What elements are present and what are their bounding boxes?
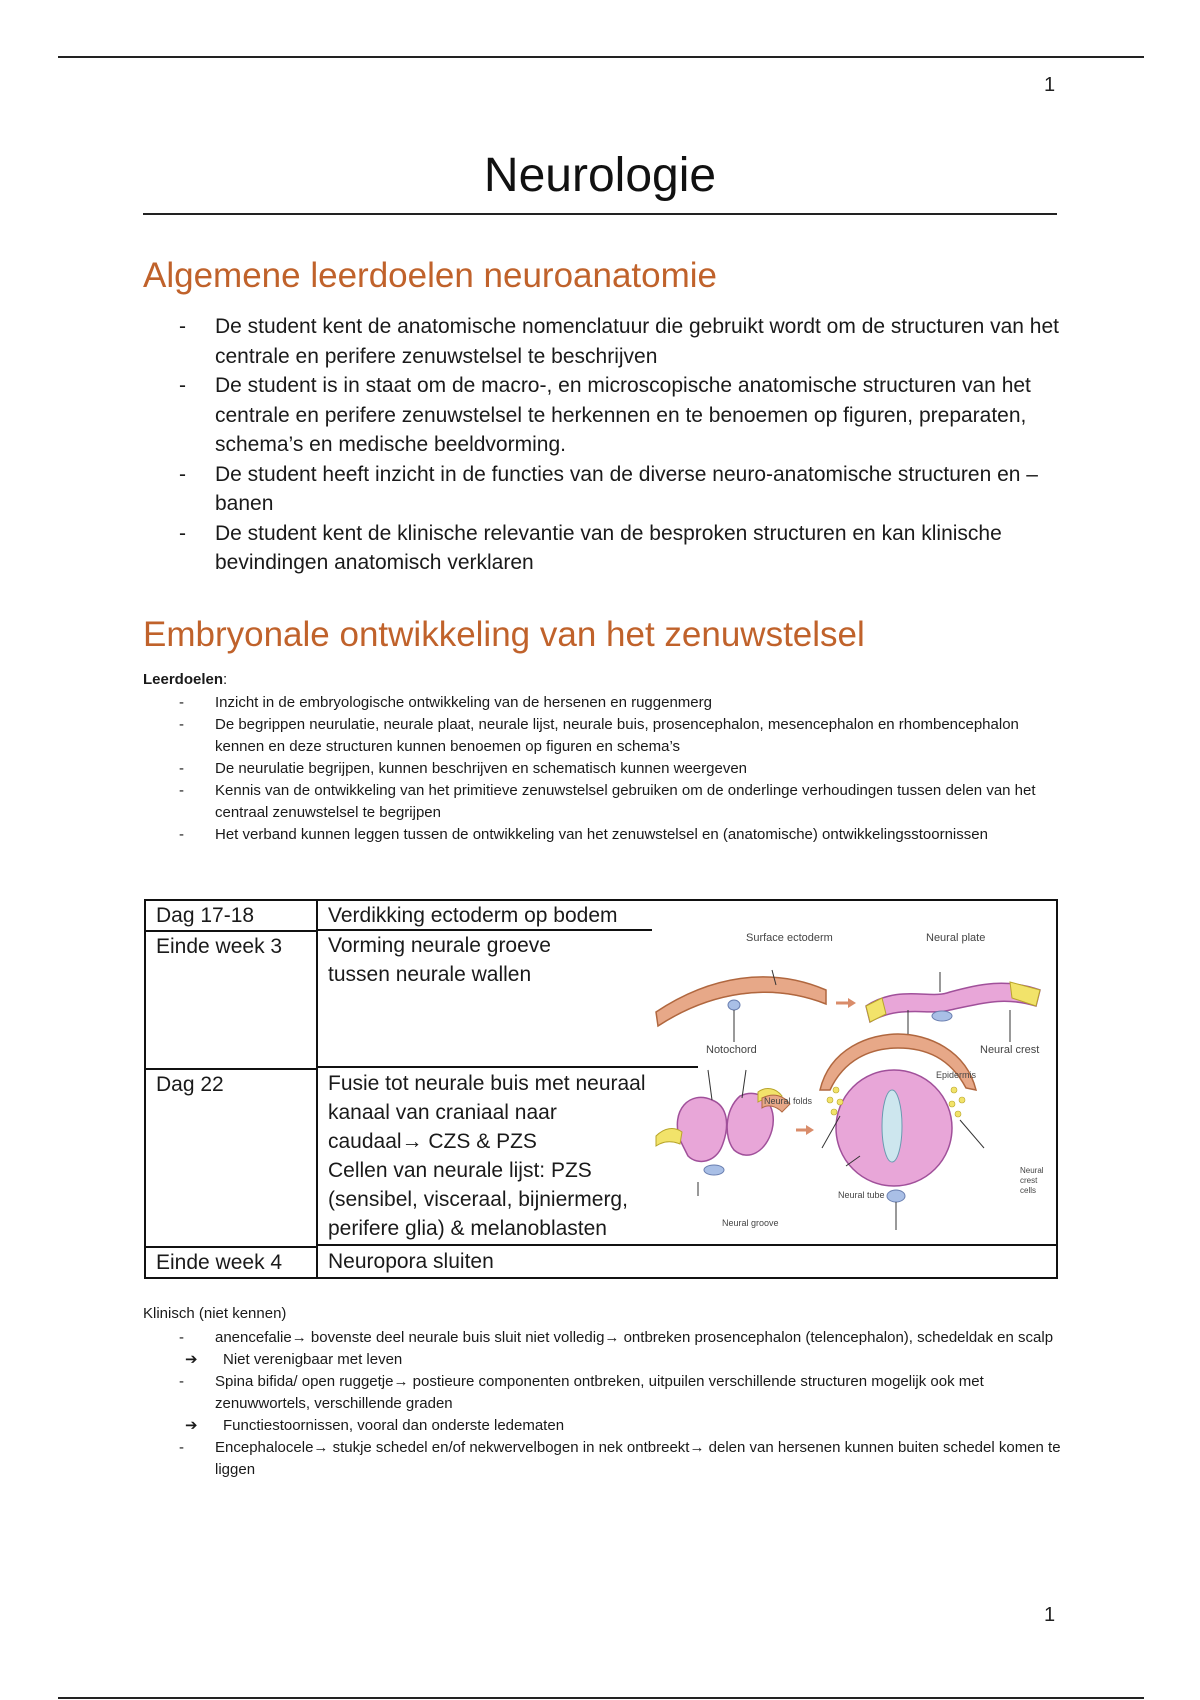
row-divider (316, 1244, 1058, 1246)
label-neural-crest-cells: Neural crest cells (1020, 1166, 1044, 1195)
page-title: Neurologie (483, 149, 717, 202)
row-divider (316, 929, 652, 931)
table-row (145, 1247, 1057, 1278)
list-item: ➔ Niet verenigbaar met leven (185, 1351, 403, 1368)
list-item: - De student kent de klinische relevantie van de besproken structuren en kan klinische bevindingen anatomisch verklaren (179, 521, 1002, 574)
clinical-list (143, 1327, 1063, 1481)
label-surface-ectoderm: Surface ectoderm (746, 932, 833, 944)
list-item: ➔ Functiestoornissen, vooral dan onderste ledematen (185, 1417, 565, 1434)
list-item: - Encephalocele→ stukje schedel en/of nekwervelbogen in nek ontbreekt→ delen van hersenen kunnen buiten schedel komen te liggen (179, 1439, 1061, 1478)
top-rule (58, 56, 1144, 58)
table-cell-time: Dag 17-18 (145, 900, 317, 931)
list-item: - De neurulatie begrijpen, kunnen beschrijven en schematisch kunnen weergeven (179, 760, 748, 777)
table-cell-time: Einde week 3 (145, 931, 317, 1069)
list-item: - anencefalie→ bovenste deel neurale buis sluit niet volledig→ ontbreken prosencephalon (telencephalon), schedeldak en scalp (179, 1329, 1054, 1346)
label-neural-folds: Neural folds (764, 1096, 813, 1106)
label-neural-crest: Neural crest (980, 1044, 1040, 1056)
label-epidermis: Epidermis (936, 1070, 977, 1080)
label-notochord: Notochord (706, 1044, 757, 1056)
leerdoelen-label: Leerdoelen: (143, 671, 228, 688)
page-number-bottom: 1 (1044, 1604, 1056, 1626)
neurulation-figure (650, 930, 1054, 1240)
list-item: - De student heeft inzicht in de functies van de diverse neuro-anatomische structuren en –banen (179, 462, 1038, 515)
table-cell-text: Neuropora sluiten (328, 1250, 494, 1273)
list-item: - Het verband kunnen leggen tussen de ontwikkeling van het zenuwstelsel en (anatomische) ontwikkelingsstoornissen (179, 826, 988, 843)
list-item: - Inzicht in de embryologische ontwikkeling van de hersenen en ruggenmerg (179, 694, 712, 711)
clinical-label: Klinisch (niet kennen) (143, 1305, 287, 1322)
general-goals-list (143, 312, 1063, 578)
list-item: - De begrippen neurulatie, neurale plaat, neurale lijst, neurale buis, prosencephalon, mesencephalon en rhombencephalon kennen en deze structuren kunnen benoemen op figuren en schema’s (179, 716, 1019, 755)
bottom-rule (58, 1697, 1144, 1699)
table-cell-time: Einde week 4 (145, 1247, 317, 1278)
table-cell-text: Vorming neurale groeve tussen neurale wallen (328, 934, 551, 986)
table-cell-text: Verdikking ectoderm op bodem (328, 904, 618, 927)
section-heading-embryonale: Embryonale ontwikkeling van het zenuwstelsel (143, 615, 865, 654)
embryo-goals-list (143, 692, 1043, 846)
page-number-top: 1 (1044, 74, 1056, 96)
list-item: - De student is in staat om de macro-, en microscopische anatomische structuren van het centrale en perifere zenuwstelsel te herkennen en te benoemen op figuren, preparaten, schema’s en medische beeldvorming. (179, 374, 1031, 456)
label-neural-plate: Neural plate (926, 932, 986, 944)
list-item: - Spina bifida/ open ruggetje→ postieure componenten ontbreken, uitpuilen verschillende structuren mogelijk ook met zenuwwortels, verschillende graden (179, 1373, 984, 1412)
list-item: - Kennis van de ontwikkeling van het primitieve zenuwstelsel gebruiken om de onderlinge verhoudingen tussen delen van het centraal zenuwstelsel te begrijpen (179, 782, 1036, 821)
table-cell-time: Dag 22 (145, 1069, 317, 1247)
label-neural-groove: Neural groove (722, 1218, 779, 1228)
list-item: - De student kent de anatomische nomenclatuur die gebruikt wordt om de structuren van het centrale en perifere zenuwstelsel te beschrijven (179, 315, 1059, 368)
row-divider (316, 1066, 698, 1068)
label-neural-tube: Neural tube (838, 1190, 885, 1200)
title-underline (143, 213, 1057, 215)
section-heading-leerdoelen: Algemene leerdoelen neuroanatomie (143, 256, 718, 295)
table-row (145, 900, 1057, 931)
table-cell-text: Fusie tot neurale buis met neuraal kanaal van craniaal naar caudaal→ CZS & PZS Cellen van neurale lijst: PZS (sensibel, visceraal, bijniermerg, perifere glia) & melanoblasten (328, 1072, 646, 1240)
